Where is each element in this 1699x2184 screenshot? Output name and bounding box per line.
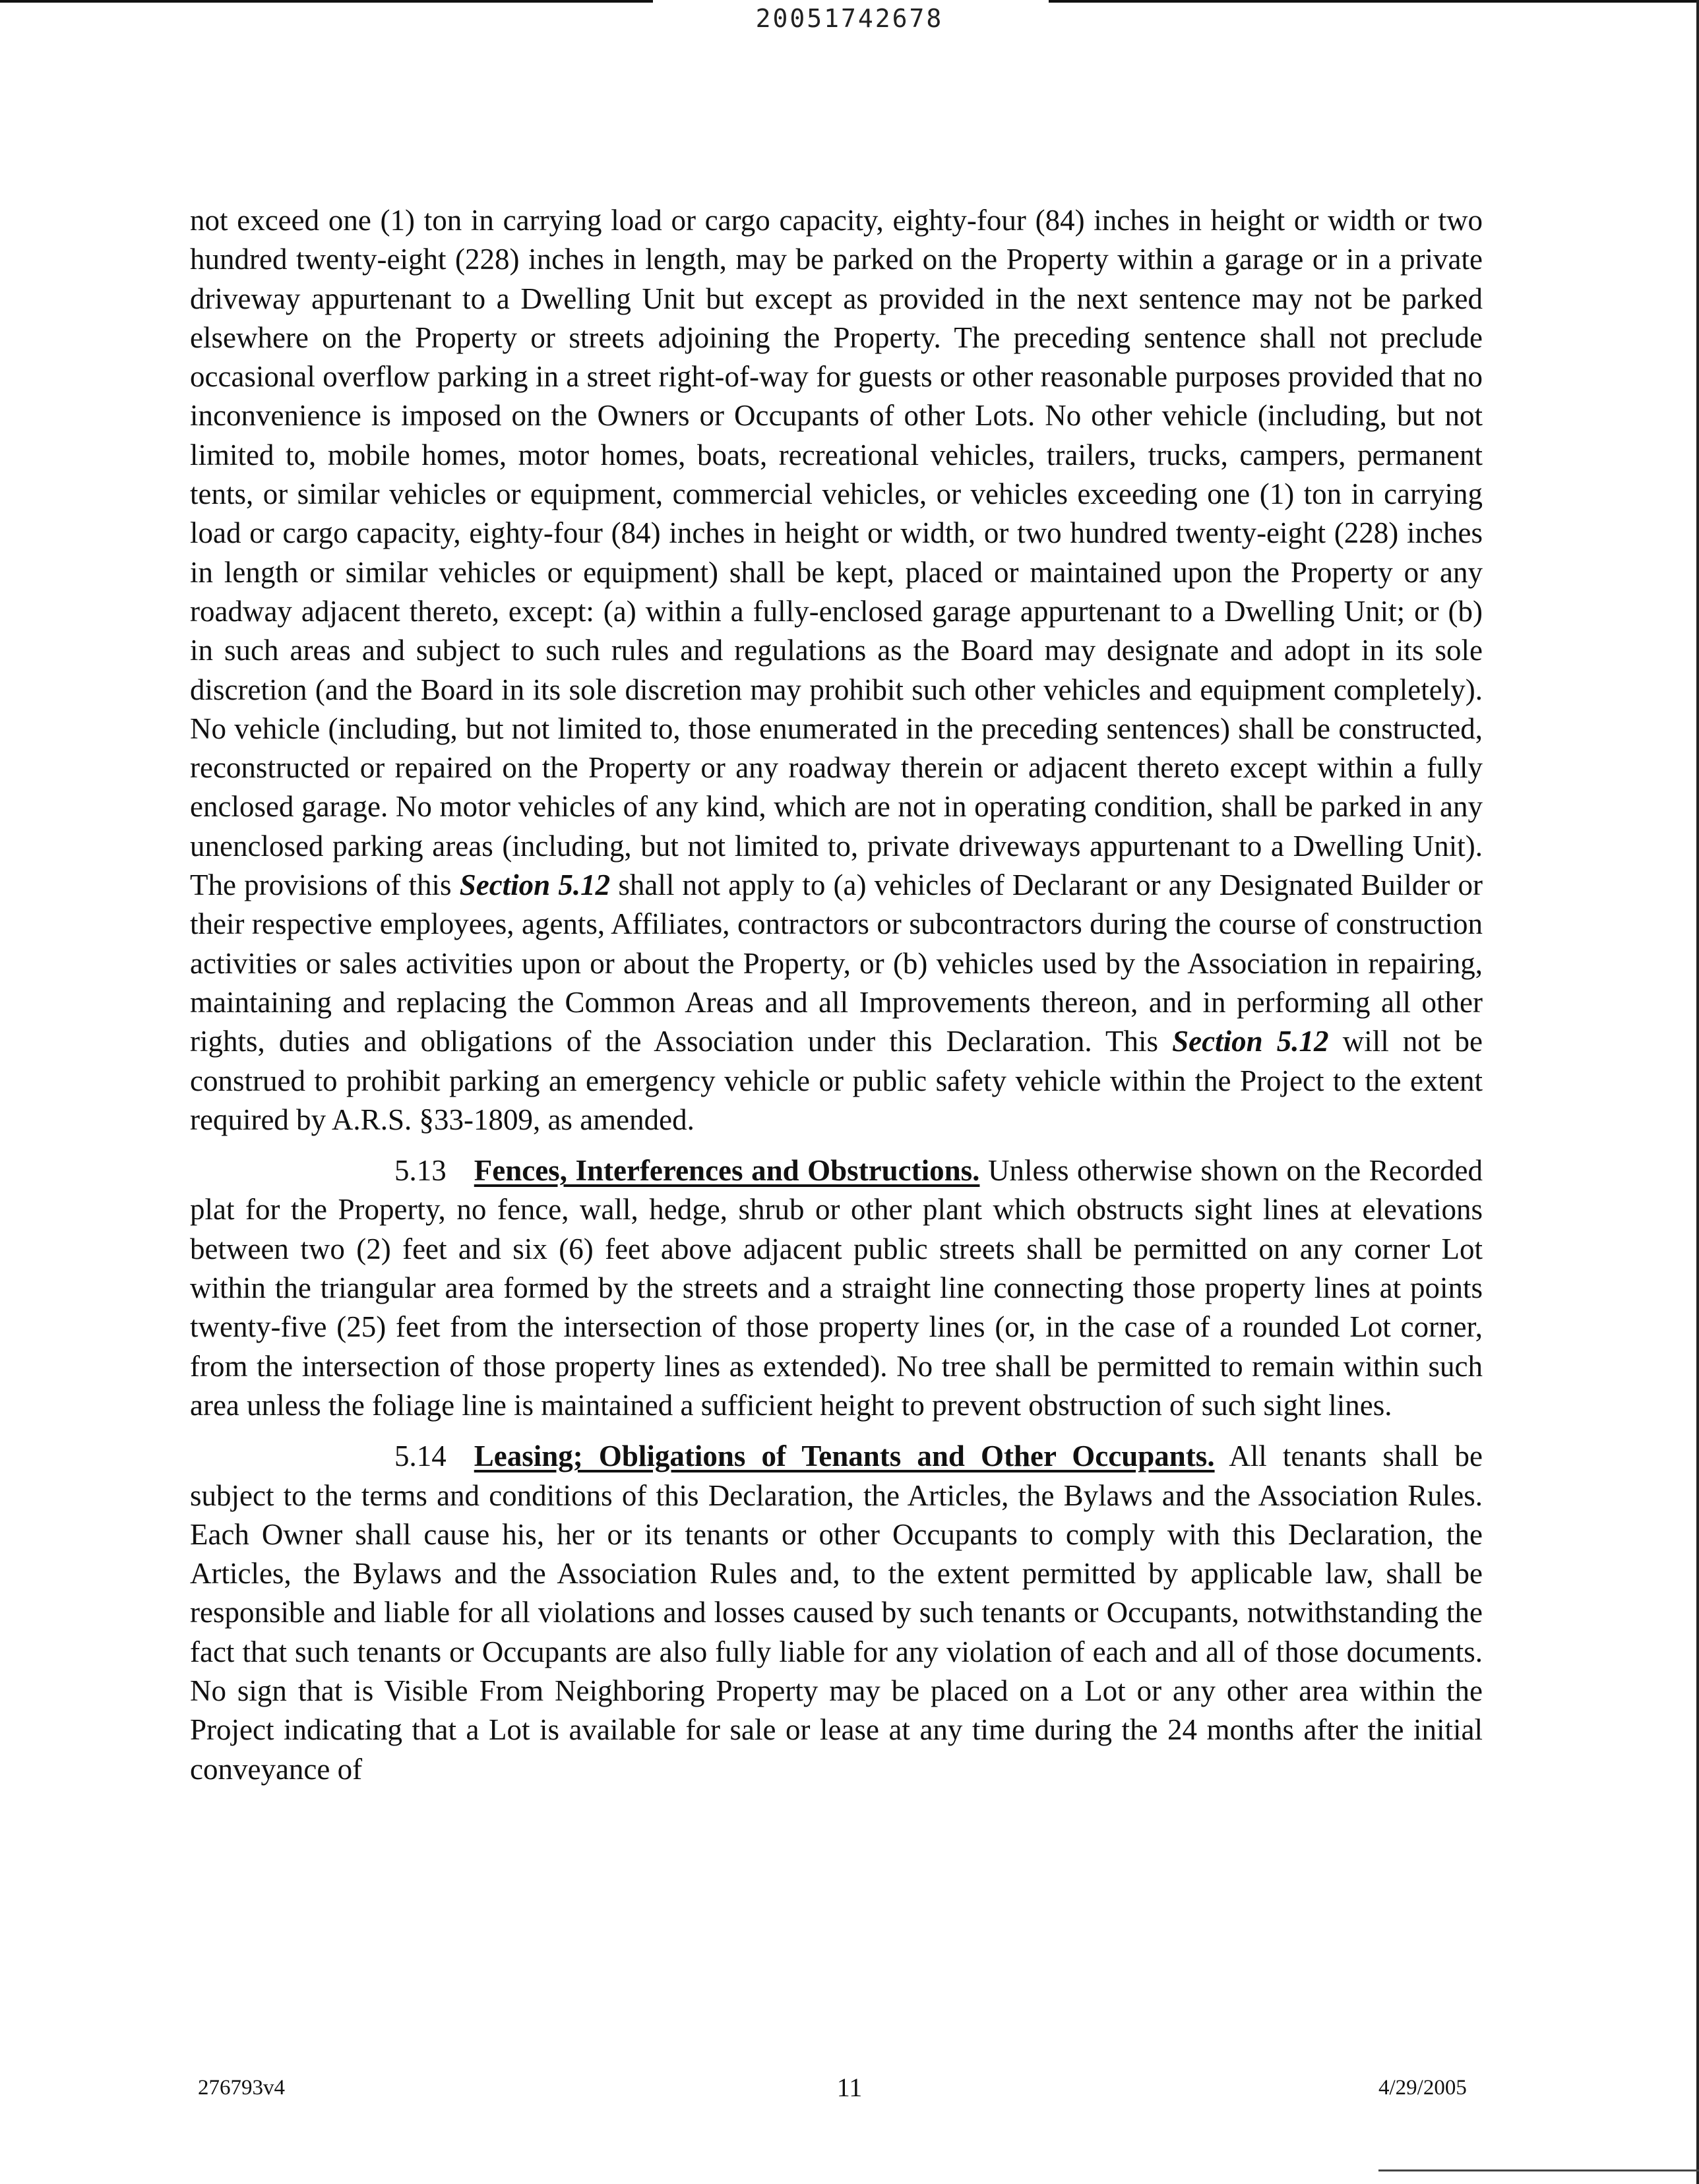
document-body — [190, 201, 1483, 1789]
footer-page-number: 11 — [836, 2073, 863, 2102]
top-rule-left — [0, 0, 653, 3]
paragraph-section-5-13 — [190, 1151, 1483, 1425]
paragraph-section-5-14 — [190, 1437, 1483, 1789]
paragraph-text: All tenants shall be subject to the terms and conditions of this Declaration, the Articles, the Bylaws and the Association Rules. Each Owner shall cause his, her or its tenants or other Occupants to comply with this Declaration, the Articles, the Bylaws and the Association Rules and, to the extent permitted by applicable law, shall be responsible and liable for all violations and losses caused by such tenants or Occupants, notwithstanding the fact that such tenants or Occupants are also fully liable for any violation of each and all of those documents. No sign that is Visible From Neighboring Property may be placed on a Lot or any other area within the Project indicating that a Lot is available for sale or lease at any time during the 24 months after the initial conveyance of — [190, 1440, 1483, 1786]
paragraph-text: Unless otherwise shown on the Recorded plat for the Property, no fence, wall, hedge, shrub or other plant which obstructs sight lines at elevations between two (2) feet and six (6) feet above adjacent public streets shall be permitted on any corner Lot within the triangular area formed by the streets and a straight line connecting those property lines at points twenty-five (25) feet from the intersection of those property lines (or, in the case of a rounded Lot corner, from the intersection of those property lines as extended). No tree shall be permitted to remain within such area unless the foliage line is maintained a sufficient height to prevent obstruction of such sight lines. — [190, 1154, 1483, 1422]
page-edge — [1696, 0, 1699, 2184]
footer-doc-version: 276793v4 — [198, 2076, 285, 2100]
paragraph-text: will not be construed to prohibit parking an emergency vehicle or public safety vehicle within the Project to the extent required by A.R.S. §33-1809, as amended. — [190, 1025, 1483, 1136]
section-reference: Section 5.12 — [459, 868, 611, 902]
section-heading: Leasing; Obligations of Tenants and Other Occupants. — [474, 1440, 1215, 1473]
section-number: 5.13 — [394, 1154, 447, 1188]
footer-date: 4/29/2005 — [1378, 2076, 1467, 2100]
section-heading: Fences, Interferences and Obstructions. — [474, 1154, 980, 1188]
bottom-rule — [1378, 2169, 1699, 2171]
top-rule-right — [1049, 0, 1699, 3]
section-number: 5.14 — [394, 1440, 447, 1473]
paragraph-text: shall not apply to (a) vehicles of Declarant or any Designated Builder or their respective employees, agents, Affiliates, contractors or subcontractors during the course of construction activities or sales activities upon or about the Property, or (b) vehicles used by the Association in repairing, maintaining and replacing the Common Areas and all Improvements thereon, and in performing all other rights, duties and obligations of the Association under this Declaration. This — [190, 868, 1483, 1058]
section-reference: Section 5.12 — [1172, 1025, 1329, 1058]
paragraph-section-5-12-continued — [190, 201, 1483, 1139]
document-id: 20051742678 — [755, 4, 944, 33]
paragraph-text: not exceed one (1) ton in carrying load or cargo capacity, eighty-four (84) inches in height or width or two hundred twenty-eight (228) inches in length, may be parked on the Property within a garage or in a private driveway appurtenant to a Dwelling Unit but except as provided in the next sentence may not be parked elsewhere on the Property or streets adjoining the Property. The preceding sentence shall not preclude occasional overflow parking in a street right-of-way for guests or other reasonable purposes provided that no inconvenience is imposed on the Owners or Occupants of other Lots. No other vehicle (including, but not limited to, mobile homes, motor homes, boats, recreational vehicles, trailers, trucks, campers, permanent tents, or similar vehicles or equipment, commercial vehicles, or vehicles exceeding one (1) ton in carrying load or cargo capacity, eighty-four (84) inches in height or width, or two hundred twenty-eight (228) inches in length or similar vehicles or equipment) shall be kept, placed or maintained upon the Property or any roadway adjacent thereto, except: (a) within a fully-enclosed garage appurtenant to a Dwelling Unit; or (b) in such areas and subject to such rules and regulations as the Board may designate and adopt in its sole discretion (and the Board in its sole discretion may prohibit such other vehicles and equipment completely). No vehicle (including, but not limited to, those enumerated in the preceding sentences) shall be constructed, reconstructed or repaired on the Property or any roadway therein or adjacent thereto except within a fully enclosed garage. No motor vehicles of any kind, which are not in operating condition, shall be parked in any unenclosed parking areas (including, but not limited to, private driveways appurtenant to a Dwelling Unit). The provisions of this — [190, 204, 1483, 902]
